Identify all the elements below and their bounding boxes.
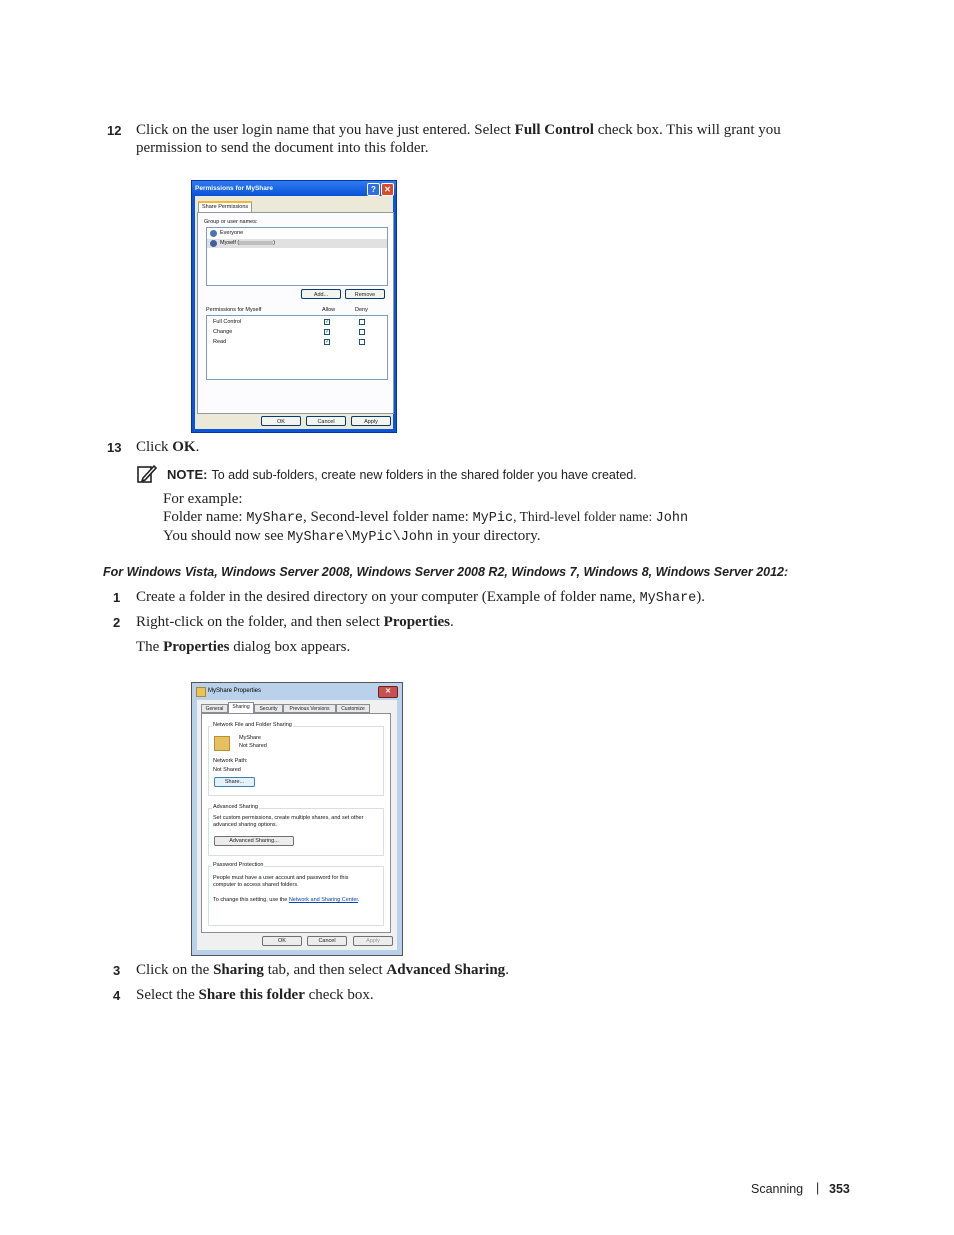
password-text-3-part: . (357, 897, 360, 903)
advanced-sharing-text-1: Set custom permissions, create multiple shares, and set other (213, 815, 364, 821)
example-label: For example: (163, 491, 243, 507)
tab-security[interactable]: Security (254, 704, 283, 713)
code-path: MyShare\MyPic\John (287, 530, 434, 545)
folder-icon (214, 736, 230, 751)
example-text: , Third-level folder name: (513, 509, 656, 524)
group-icon (210, 230, 217, 237)
tab-customize[interactable]: Customize (336, 704, 370, 713)
help-icon: ? (371, 185, 376, 194)
properties-dialog (191, 682, 403, 956)
dialog-body (195, 196, 393, 429)
note-label: NOTE: (167, 467, 208, 482)
user-list[interactable] (206, 227, 388, 286)
allow-header: Allow (322, 307, 336, 313)
step-3-text (136, 961, 509, 979)
close-button[interactable] (381, 183, 394, 196)
step-2-sub-part: dialog box appears. (229, 639, 351, 655)
add-button[interactable]: Add... (301, 289, 341, 299)
step-number-1: 1 (113, 590, 121, 605)
share-button[interactable]: Share... (214, 777, 255, 787)
deny-full-control-checkbox[interactable] (359, 319, 365, 325)
folder-icon (196, 687, 206, 697)
step-number-12: 12 (107, 123, 122, 138)
allow-read-checkbox[interactable]: ✓ (325, 339, 331, 345)
network-path-value: Not Shared (213, 767, 241, 773)
example-text: Folder name: (163, 509, 247, 525)
perm-change: Change (213, 329, 233, 335)
footer-separator: | (816, 1181, 820, 1195)
password-text-2: computer to access shared folders. (213, 882, 299, 888)
tab-previous-versions[interactable]: Previous Versions (283, 704, 336, 713)
example-line-path (163, 527, 541, 547)
step-4-part: Select the (136, 987, 199, 1003)
cancel-button[interactable]: Cancel (307, 936, 347, 946)
step-4-text (136, 986, 374, 1004)
step-13-part: Click (136, 439, 173, 455)
apply-button[interactable]: Apply (353, 936, 393, 946)
user-everyone[interactable]: Everyone (220, 230, 244, 236)
step-13-text (136, 438, 199, 456)
ok-button[interactable]: OK (261, 416, 301, 426)
password-text-1: People must have a user account and password for this (213, 875, 349, 881)
step-number-13: 13 (107, 440, 122, 455)
permissions-label: Permissions for Myself (206, 307, 262, 313)
permissions-dialog (191, 180, 397, 433)
step-1-part: Create a folder in the desired directory on your computer (Example of folder name, (136, 589, 640, 605)
user-myself[interactable] (220, 240, 275, 246)
deny-change-checkbox[interactable] (359, 329, 365, 335)
advanced-sharing-term: Advanced Sharing (386, 962, 506, 978)
sharing-term: Sharing (213, 962, 264, 978)
example-text: in your directory. (433, 528, 541, 544)
apply-button[interactable]: Apply (351, 416, 391, 426)
properties-term: Properties (383, 614, 451, 630)
dialog-title-bar (192, 181, 396, 196)
tab-share-permissions[interactable]: Share Permissions (198, 201, 252, 212)
perm-full-control: Full Control (213, 319, 242, 325)
tab-sharing[interactable]: Sharing (228, 702, 254, 713)
help-button[interactable] (367, 183, 380, 196)
step-2-part: . (450, 614, 454, 630)
step-number-4: 4 (113, 988, 121, 1003)
advanced-sharing-button[interactable]: Advanced Sharing... (214, 836, 294, 846)
section-heading: For Windows Vista, Windows Server 2008, Windows Server 2008 R2, Windows 7, Windows 8, Windows Server 2012: (103, 565, 789, 579)
pencil-icon (137, 464, 157, 484)
folder-name: MyShare (239, 735, 262, 741)
remove-button[interactable]: Remove (345, 289, 385, 299)
ok-button[interactable]: OK (262, 936, 302, 946)
step-number-2: 2 (113, 615, 121, 630)
footer-section: Scanning (751, 1182, 804, 1196)
blurred-username (239, 240, 276, 246)
close-icon: ✕ (384, 185, 391, 194)
page-number: 353 (829, 1182, 850, 1196)
code-myshare: MyShare (639, 591, 697, 606)
step-12-line2: permission to send the document into this folder. (136, 140, 429, 156)
user-myself-label: Myself ( (220, 240, 240, 246)
example-line-folders (163, 508, 688, 528)
ok-term: OK (172, 439, 196, 455)
network-sharing-label: Network File and Folder Sharing (213, 722, 292, 728)
step-12-part: Click on the user login name that you have just entered. Select (136, 122, 515, 138)
step-3-part: . (505, 962, 509, 978)
folder-share-state: Not Shared (239, 743, 267, 749)
code-myshare: MyShare (246, 511, 304, 526)
password-text-3-part: To change this setting, use the (213, 897, 289, 903)
step-3-part: tab, and then select (263, 962, 387, 978)
tab-panel (197, 212, 394, 414)
advanced-sharing-text-2: advanced sharing options. (213, 822, 278, 828)
properties-term: Properties (163, 639, 230, 655)
full-control-term: Full Control (514, 122, 594, 138)
cancel-button[interactable]: Cancel (306, 416, 346, 426)
step-1-text (136, 588, 705, 608)
password-text-3 (213, 897, 359, 903)
user-icon (210, 240, 217, 247)
perm-read: Read (213, 339, 227, 345)
permissions-list (206, 315, 388, 380)
step-3-part: Click on the (136, 962, 214, 978)
example-text: You should now see (163, 528, 288, 544)
code-john: John (655, 511, 689, 526)
deny-header: Deny (355, 307, 368, 313)
dialog-title: Permissions for MyShare (195, 185, 274, 192)
dialog-title: MyShare Properties (208, 688, 262, 694)
code-mypic: MyPic (472, 511, 514, 526)
note (167, 466, 637, 484)
dialog-title-bar (192, 683, 402, 700)
step-4-part: check box. (304, 987, 374, 1003)
network-path-label: Network Path: (213, 758, 248, 764)
share-this-folder-term: Share this folder (198, 987, 305, 1003)
example-text: , Second-level folder name: (303, 509, 473, 525)
tab-panel (201, 713, 391, 933)
note-text: To add sub-folders, create new folders in the shared folder you have created. (211, 468, 637, 482)
allow-full-control-checkbox[interactable]: ✓ (325, 319, 331, 325)
step-12-text (136, 121, 836, 139)
user-myself-suffix: ) (273, 240, 276, 246)
step-2-subtext (136, 638, 350, 656)
step-2-text (136, 613, 454, 631)
step-13-part: . (195, 439, 200, 455)
deny-read-checkbox[interactable] (359, 339, 365, 345)
dialog-body (197, 700, 397, 950)
password-protection-label: Password Protection (213, 862, 264, 868)
step-1-part: ). (696, 589, 706, 605)
close-button[interactable] (378, 686, 398, 698)
group-label: Group or user names: (204, 219, 258, 225)
close-icon: ✕ (385, 688, 391, 695)
step-number-3: 3 (113, 963, 121, 978)
allow-change-checkbox[interactable]: ✓ (325, 329, 331, 335)
step-12-part: check box. This will grant you (593, 122, 781, 138)
tab-general[interactable]: General (201, 704, 228, 713)
network-sharing-center-link[interactable]: Network and Sharing Center (288, 897, 358, 903)
advanced-sharing-label: Advanced Sharing (213, 804, 258, 810)
step-2-part: Right-click on the folder, and then select (136, 614, 384, 630)
step-2-sub-part: The (136, 639, 164, 655)
